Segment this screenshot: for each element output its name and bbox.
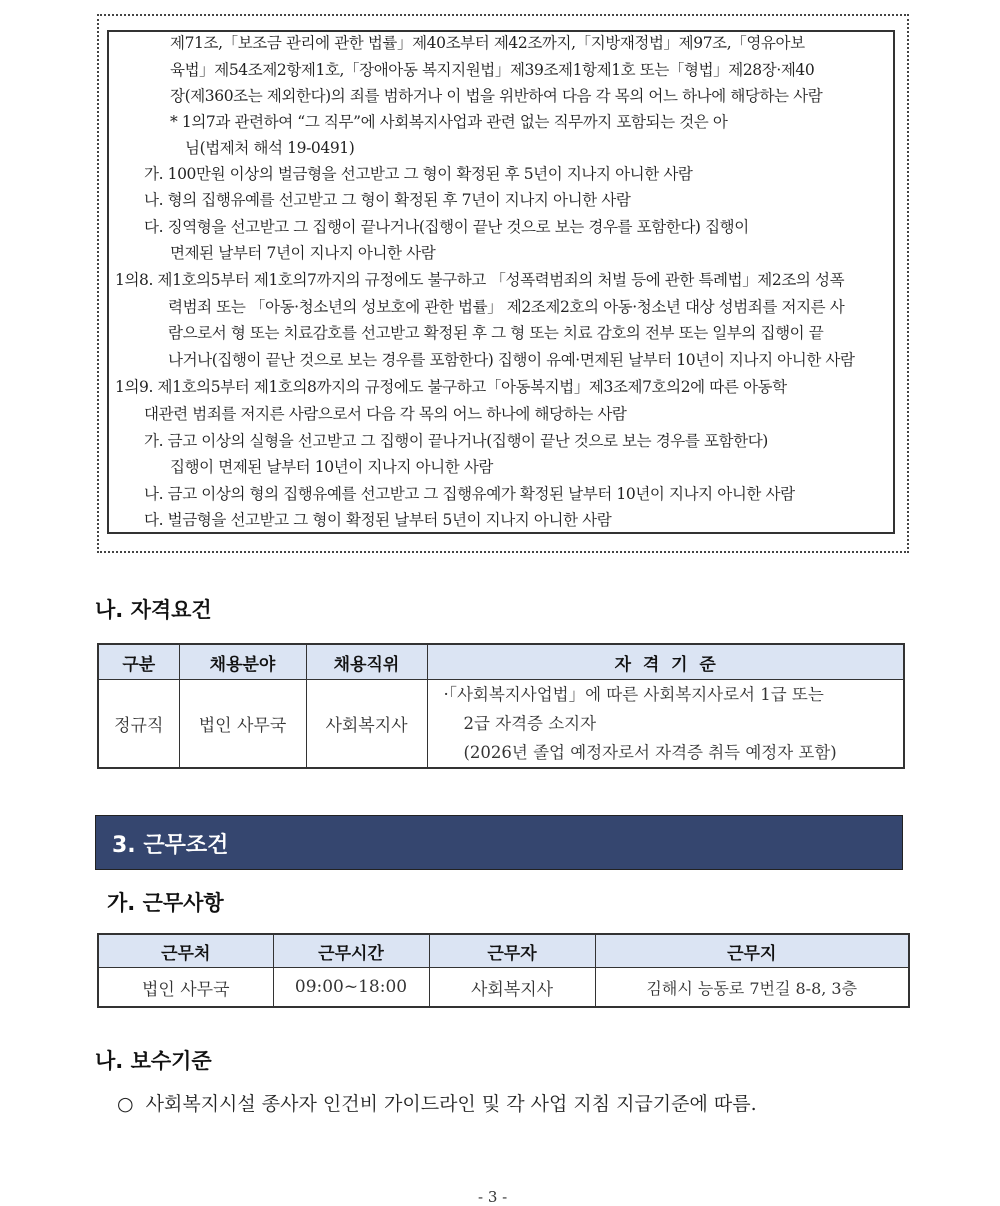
cell-workplace: 법인 사무국 (98, 968, 273, 1008)
header-criteria: 자 격 기 준 (427, 644, 904, 680)
legal-line: 다. 벌금형을 선고받고 그 형이 확정된 날부터 5년이 지나지 아니한 사람 (144, 511, 612, 529)
qualifications-table (97, 643, 905, 769)
table-row (98, 680, 904, 769)
legal-line: * 1의7과 관련하여 “그 직무”에 사회복지사업과 관련 없는 직무까지 포함되는 것은 아 (170, 113, 728, 131)
table-row (98, 968, 909, 1008)
cell-type: 정규직 (98, 680, 179, 769)
header-type: 구분 (98, 644, 179, 680)
cell-worker: 사회복지사 (429, 968, 595, 1008)
legal-line: 장(제360조는 제외한다)의 죄를 범하거나 이 법을 위반하여 다음 각 목의 어느 하나에 해당하는 사람 (170, 87, 823, 105)
legal-line: 다. 징역형을 선고받고 그 집행이 끝나거나(집행이 끝난 것으로 보는 경우를 포함한다) 집행이 (144, 218, 749, 236)
legal-line: 나거나(집행이 끝난 것으로 보는 경우를 포함한다) 집행이 유예·면제된 날부터 10년이 지나지 아니한 사람 (168, 351, 855, 369)
cell-location: 김해시 능동로 7번길 8-8, 3층 (595, 968, 909, 1008)
legal-line: 면제된 날부터 7년이 지나지 아니한 사람 (170, 244, 436, 262)
header-worker: 근무자 (429, 934, 595, 968)
header-field: 채용분야 (179, 644, 306, 680)
cell-position: 사회복지사 (306, 680, 427, 769)
legal-line: 가. 금고 이상의 실형을 선고받고 그 집행이 끝나거나(집행이 끝난 것으로 보는 경우를 포함한다) (144, 432, 768, 450)
salary-bullet-line (117, 1089, 757, 1116)
legal-line: 육법」제54조제2항제1호,「장애아동 복지지원법」제39조제1항제1호 또는「형법」제28장·제40 (170, 61, 815, 79)
cell-work-hours: 09:00~18:00 (273, 968, 429, 1008)
table-header-row (98, 644, 904, 680)
cell-criteria (427, 680, 904, 769)
header-position: 채용직위 (306, 644, 427, 680)
salary-title: 나. 보수기준 (95, 1049, 212, 1073)
page-number: - 3 - (478, 1188, 508, 1206)
legal-line: 집행이 면제된 날부터 10년이 지나지 아니한 사람 (170, 458, 493, 476)
criteria-line: 2급 자격증 소지자 (463, 714, 597, 733)
legal-line: 나. 형의 집행유예를 선고받고 그 형이 확정된 후 7년이 지나지 아니한 사람 (144, 191, 631, 209)
legal-line: 나. 금고 이상의 형의 집행유예를 선고받고 그 집행유예가 확정된 날부터 10년이 지나지 아니한 사람 (144, 485, 795, 503)
table-header-row (98, 934, 909, 968)
work-details-table (97, 933, 910, 1008)
legal-line: 대관련 범죄를 저지른 사람으로서 다음 각 목의 어느 하나에 해당하는 사람 (144, 405, 627, 423)
cell-field: 법인 사무국 (179, 680, 306, 769)
legal-line: 력범죄 또는 「아동·청소년의 성보호에 관한 법률」 제2조제2호의 아동·청소년 대상 성범죄를 저지른 사 (168, 298, 845, 316)
qualifications-title: 나. 자격요건 (95, 598, 212, 622)
section-banner (95, 815, 903, 870)
criteria-line: ·「사회복지사업법」에 따른 사회복지사로서 1급 또는 (443, 685, 824, 704)
section-banner-title: 3. 근무조건 (112, 833, 229, 858)
salary-text: 사회복지시설 종사자 인건비 가이드라인 및 각 사업 지침 지급기준에 따름. (145, 1093, 757, 1115)
legal-line: 가. 100만원 이상의 벌금형을 선고받고 그 형이 확정된 후 5년이 지나지 아니한 사람 (144, 165, 693, 183)
legal-line: 1의9. 제1호의5부터 제1호의8까지의 규정에도 불구하고「아동복지법」제3조제7호의2에 따른 아동학 (115, 378, 787, 396)
legal-line: 1의8. 제1호의5부터 제1호의7까지의 규정에도 불구하고 「성폭력범죄의 처벌 등에 관한 특례법」제2조의 성폭 (115, 271, 845, 289)
criteria-line: (2026년 졸업 예정자로서 자격증 취득 예정자 포함) (463, 743, 837, 762)
legal-line: 람으로서 형 또는 치료감호를 선고받고 확정된 후 그 형 또는 치료 감호의 전부 또는 일부의 집행이 끝 (168, 324, 824, 342)
circle-bullet-icon: ○ (117, 1093, 134, 1115)
header-location: 근무지 (595, 934, 909, 968)
legal-line: 님(법제처 해석 19-0491) (185, 139, 355, 157)
header-work-hours: 근무시간 (273, 934, 429, 968)
legal-line: 제71조,「보조금 관리에 관한 법률」제40조부터 제42조까지,「지방재정법」제97조,「영유아보 (170, 34, 805, 52)
header-workplace: 근무처 (98, 934, 273, 968)
work-details-title: 가. 근무사항 (107, 891, 224, 915)
